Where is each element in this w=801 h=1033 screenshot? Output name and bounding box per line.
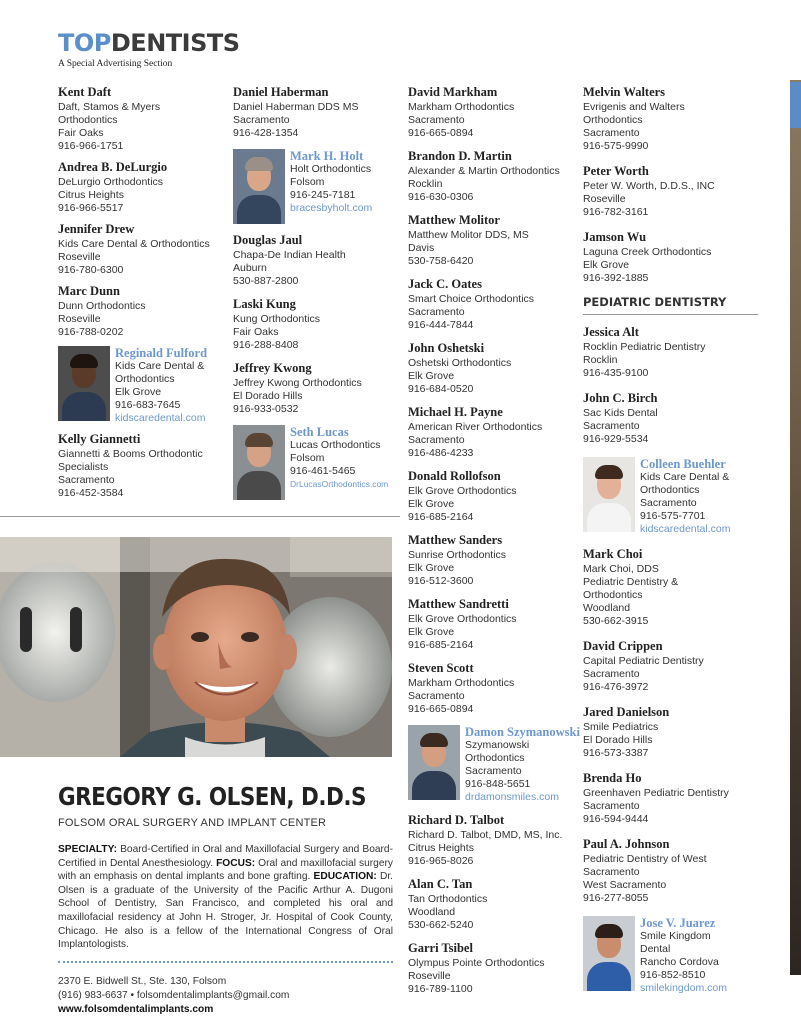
olsen-practice: FOLSOM ORAL SURGERY AND IMPLANT CENTER — [58, 817, 327, 829]
listing-entry — [58, 284, 228, 339]
portrait-hair — [245, 157, 273, 171]
listing-detail: Elk Grove — [408, 498, 455, 510]
listing-name: Douglas Jaul — [233, 233, 303, 247]
portrait-hair — [70, 354, 98, 368]
listing-detail: Rocklin — [583, 354, 618, 366]
listing-detail: Markham Orthodontics — [408, 101, 515, 113]
listing-detail: Roseville — [408, 970, 451, 982]
portrait-photo — [233, 149, 285, 224]
listing-detail: 916-684-0520 — [408, 383, 474, 395]
specialty-text: Board-Certified in Oral and Maxillofacial Surgery and Board-Certified in Dental Anesthesiology. — [58, 844, 393, 869]
divider-rule — [0, 516, 400, 517]
featured-detail: Folsom — [290, 452, 325, 464]
listing-detail: Elk Grove — [408, 562, 455, 574]
featured-detail: Elk Grove — [115, 386, 162, 398]
listing-entry — [583, 837, 758, 905]
listing-detail: Elk Grove Orthodontics — [408, 613, 517, 625]
listing-detail: 916-788-0202 — [58, 326, 124, 338]
portrait-photo — [583, 916, 635, 991]
listing-detail: 916-594-9444 — [583, 813, 649, 825]
featured-detail: 916-461-5465 — [290, 465, 356, 477]
listing-entry — [583, 639, 758, 694]
listing-detail: Davis — [408, 242, 435, 254]
listing-detail: Giannetti & Booms Orthodontic — [58, 448, 203, 460]
listing-detail: Pediatric Dentistry of West — [583, 853, 707, 865]
listing-detail: Evrigenis and Walters — [583, 101, 685, 113]
portrait-body — [412, 771, 456, 800]
listing-name: Mark Choi — [583, 547, 643, 561]
featured-listing — [408, 725, 580, 804]
portrait-photo — [233, 425, 285, 500]
listing-detail: 916-665-0894 — [408, 127, 474, 139]
listing-detail: Woodland — [583, 602, 631, 614]
listing-entry — [408, 877, 580, 932]
featured-detail: Orthodontics — [115, 373, 175, 385]
listing-detail: Laguna Creek Orthodontics — [583, 246, 712, 258]
portrait-hair — [420, 733, 448, 747]
listing-name: Matthew Sandretti — [408, 597, 509, 611]
listing-name: David Crippen — [583, 639, 663, 653]
listing-detail: 916-575-9990 — [583, 140, 649, 152]
listing-name: Jeffrey Kwong — [233, 361, 312, 375]
portrait-hair — [595, 465, 623, 479]
olsen-address: 2370 E. Bidwell St., Ste. 130, Folsom — [58, 975, 227, 987]
featured-detail: 916-852-8510 — [640, 969, 706, 981]
featured-info — [115, 346, 207, 425]
listing-name: Jack C. Oates — [408, 277, 482, 291]
listing-detail: Dunn Orthodontics — [58, 300, 146, 312]
listing-detail: 916-966-5517 — [58, 202, 124, 214]
listing-detail: Sacramento — [583, 668, 640, 680]
featured-name: Seth Lucas — [290, 425, 349, 439]
listing-detail: 916-288-8408 — [233, 339, 299, 351]
column-3 — [408, 85, 580, 1005]
listing-detail: Sacramento — [583, 800, 640, 812]
listing-entry — [408, 213, 580, 268]
listing-detail: 530-662-5240 — [408, 919, 474, 931]
featured-info — [290, 425, 388, 500]
listing-entry — [583, 547, 758, 628]
listing-detail: 916-933-0532 — [233, 403, 299, 415]
listing-name: Daniel Haberman — [233, 85, 329, 99]
listing-name: Alan C. Tan — [408, 877, 473, 891]
listing-detail: Rocklin Pediatric Dentistry — [583, 341, 706, 353]
listing-detail: 916-428-1354 — [233, 127, 299, 139]
page-header — [58, 30, 240, 69]
listing-detail: 916-435-9100 — [583, 367, 649, 379]
listing-detail: Sacramento — [408, 306, 465, 318]
portrait-hair — [595, 924, 623, 938]
listing-entry — [408, 277, 580, 332]
listing-detail: 916-685-2164 — [408, 639, 474, 651]
listing-name: Garri Tsibel — [408, 941, 473, 955]
focus-label: FOCUS: — [216, 857, 256, 869]
portrait-body — [587, 962, 631, 991]
listing-detail: 916-782-3161 — [583, 206, 649, 218]
listing-entry — [583, 230, 758, 285]
listing-detail: Roseville — [58, 313, 101, 325]
featured-listing — [233, 149, 403, 224]
listing-detail: Sacramento — [408, 434, 465, 446]
listing-name: Kelly Giannetti — [58, 432, 141, 446]
featured-website-link[interactable]: kidscaredental.com — [640, 523, 731, 535]
adjacent-page-edge — [790, 80, 801, 975]
listing-name: John Oshetski — [408, 341, 485, 355]
listing-detail: 916-966-1751 — [58, 140, 124, 152]
listing-detail: Sunrise Orthodontics — [408, 549, 507, 561]
listing-detail: Sacramento — [408, 690, 465, 702]
featured-info — [640, 916, 727, 995]
featured-name: Reginald Fulford — [115, 346, 208, 360]
listing-detail: Greenhaven Pediatric Dentistry — [583, 787, 729, 799]
listing-detail: Mark Choi, DDS — [583, 563, 659, 575]
listing-detail: 916-573-3387 — [583, 747, 649, 759]
listing-name: Laski Kung — [233, 297, 296, 311]
featured-detail: Lucas Orthodontics — [290, 439, 381, 451]
listing-detail: Elk Grove — [408, 626, 455, 638]
focus-text: Oral and maxillofacial surgery with an emphasis on dental implants and bone grafting. — [58, 857, 393, 883]
portrait-photo — [583, 457, 635, 532]
listing-detail: 916-965-8026 — [408, 855, 474, 867]
listing-detail: Sacramento — [58, 474, 115, 486]
listing-detail: Specialists — [58, 461, 109, 473]
featured-info — [640, 457, 730, 536]
adjacent-page-tab — [790, 82, 801, 128]
listing-name: Marc Dunn — [58, 284, 120, 298]
listing-detail: 916-929-5534 — [583, 433, 649, 445]
listing-name: Jared Danielson — [583, 705, 670, 719]
listing-detail: Richard D. Talbot, DMD, MS, Inc. — [408, 829, 563, 841]
listing-detail: Elk Grove — [583, 259, 630, 271]
section-heading-pediatric: PEDIATRIC DENTISTRY — [583, 296, 758, 315]
listing-entry — [58, 160, 228, 215]
listing-name: Melvin Walters — [583, 85, 666, 99]
listing-entry — [583, 325, 758, 380]
listing-name: Paul A. Johnson — [583, 837, 670, 851]
column-1 — [58, 85, 228, 507]
listing-entry — [408, 661, 580, 716]
listing-name: Jennifer Drew — [58, 222, 135, 236]
listing-detail: Fair Oaks — [58, 127, 104, 139]
listing-detail: Auburn — [233, 262, 267, 274]
listing-detail: Kids Care Dental & Orthodontics — [58, 238, 210, 250]
education-label: EDUCATION: — [313, 871, 377, 883]
listing-detail: Markham Orthodontics — [408, 677, 515, 689]
listing-detail: Kung Orthodontics — [233, 313, 320, 325]
listing-detail: West Sacramento — [583, 879, 667, 891]
listing-detail: Tan Orthodontics — [408, 893, 488, 905]
listing-entry — [583, 85, 758, 153]
listing-name: John C. Birch — [583, 391, 658, 405]
featured-info — [465, 725, 580, 804]
listing-name: Steven Scott — [408, 661, 474, 675]
listing-detail: 916-665-0894 — [408, 703, 474, 715]
featured-detail: Rancho Cordova — [640, 956, 719, 968]
listing-name: Jamson Wu — [583, 230, 647, 244]
listing-detail: 916-630-0306 — [408, 191, 474, 203]
listing-entry — [233, 297, 403, 352]
listing-detail: 530-662-3915 — [583, 615, 649, 627]
olsen-name: GREGORY G. OLSEN, D.D.S — [58, 782, 366, 811]
listing-detail: 916-444-7844 — [408, 319, 474, 331]
listing-detail: Capital Pediatric Dentistry — [583, 655, 704, 667]
listing-detail: Daft, Stamos & Myers — [58, 101, 161, 113]
listing-detail: Orthodontics — [58, 114, 118, 126]
listing-detail: Peter W. Worth, D.D.S., INC — [583, 180, 715, 192]
olsen-website[interactable]: www.folsomdentalimplants.com — [58, 1003, 214, 1015]
listing-detail: Alexander & Martin Orthodontics — [408, 165, 560, 177]
featured-website-link[interactable]: DrLucasOrthodontics.com — [290, 479, 389, 489]
listing-detail: Elk Grove — [408, 370, 455, 382]
listing-detail: 916-392-1885 — [583, 272, 649, 284]
listing-entry — [58, 222, 228, 277]
brand-dentists: DENTISTS — [110, 29, 240, 57]
listing-name: Brandon D. Martin — [408, 149, 512, 163]
listing-detail: 916-512-3600 — [408, 575, 474, 587]
listing-entry — [408, 149, 580, 204]
listing-detail: 916-685-2164 — [408, 511, 474, 523]
listing-detail: Orthodontics — [583, 114, 643, 126]
listing-detail: Sacramento — [583, 420, 640, 432]
column-2 — [233, 85, 403, 509]
listing-detail: Roseville — [58, 251, 101, 263]
featured-detail: Szymanowski — [465, 739, 530, 751]
featured-info — [290, 149, 372, 224]
featured-detail: Sacramento — [465, 765, 522, 777]
listing-detail: DeLurgio Orthodontics — [58, 176, 164, 188]
listing-entry — [583, 705, 758, 760]
listing-detail: Pediatric Dentistry & — [583, 576, 679, 588]
dotted-divider — [58, 961, 393, 963]
featured-listing — [58, 346, 228, 425]
listing-entry — [408, 405, 580, 460]
portrait-body — [237, 471, 281, 500]
listing-name: Michael H. Payne — [408, 405, 503, 419]
listing-detail: 916-780-6300 — [58, 264, 124, 276]
listing-entry — [233, 361, 403, 416]
listing-name: Peter Worth — [583, 164, 649, 178]
listing-detail: Sac Kids Dental — [583, 407, 658, 419]
portrait-photo — [58, 346, 110, 421]
olsen-contact — [58, 975, 393, 1017]
brand-top: TOP — [58, 29, 111, 57]
listing-detail: 916-789-1100 — [408, 983, 473, 995]
listing-entry — [233, 85, 403, 140]
listing-entry — [408, 85, 580, 140]
listing-detail: 916-452-3584 — [58, 487, 124, 499]
listing-detail: Elk Grove Orthodontics — [408, 485, 517, 497]
listing-entry — [408, 597, 580, 652]
listing-entry — [408, 533, 580, 588]
featured-name: Colleen Buehler — [640, 457, 726, 471]
listing-detail: Fair Oaks — [233, 326, 279, 338]
listing-detail: Woodland — [408, 906, 456, 918]
listing-detail: Jeffrey Kwong Orthodontics — [233, 377, 362, 389]
listing-detail: Oshetski Orthodontics — [408, 357, 512, 369]
listing-name: Matthew Molitor — [408, 213, 500, 227]
listing-name: Kent Daft — [58, 85, 112, 99]
listing-detail: Rocklin — [408, 178, 443, 190]
featured-listing — [583, 916, 758, 995]
listing-name: Richard D. Talbot — [408, 813, 505, 827]
listing-detail: Sacramento — [583, 127, 640, 139]
portrait-body — [587, 503, 631, 532]
portrait-body — [62, 392, 106, 421]
featured-name: Mark H. Holt — [290, 149, 364, 163]
featured-website-link[interactable]: drdamonsmiles.com — [465, 791, 559, 803]
listing-entry — [583, 391, 758, 446]
featured-name: Damon Szymanowski — [465, 725, 580, 739]
listing-entry — [58, 85, 228, 153]
featured-website-link[interactable]: kidscaredental.com — [115, 412, 206, 424]
featured-detail: Smile Kingdom — [640, 930, 711, 942]
portrait-photo — [408, 725, 460, 800]
featured-listing — [233, 425, 403, 500]
listing-detail: Roseville — [583, 193, 626, 205]
listing-name: Matthew Sanders — [408, 533, 503, 547]
olsen-photo-illustration — [0, 537, 392, 757]
listing-detail: Olympus Pointe Orthodontics — [408, 957, 545, 969]
listing-detail: 916-486-4233 — [408, 447, 474, 459]
listing-name: David Markham — [408, 85, 498, 99]
featured-detail: 916-575-7701 — [640, 510, 706, 522]
listing-detail: 916-476-3972 — [583, 681, 649, 693]
listing-detail: Citrus Heights — [58, 189, 124, 201]
listing-detail: Orthodontics — [583, 589, 643, 601]
listing-entry — [408, 941, 580, 996]
featured-detail: Dental — [640, 943, 671, 955]
featured-detail: Orthodontics — [465, 752, 525, 764]
listing-entry — [408, 341, 580, 396]
listing-detail: Matthew Molitor DDS, MS — [408, 229, 529, 241]
listing-detail: El Dorado Hills — [583, 734, 653, 746]
listing-detail: Sacramento — [408, 114, 465, 126]
listing-detail: 530-758-6420 — [408, 255, 474, 267]
listing-detail: Smart Choice Orthodontics — [408, 293, 535, 305]
column-4 — [583, 85, 758, 1006]
featured-detail: Kids Care Dental & — [640, 471, 730, 483]
olsen-phone-email: (916) 983-6637 • folsomdentalimplants@gmail.com — [58, 989, 290, 1001]
portrait-body — [237, 195, 281, 224]
listing-entry — [408, 813, 580, 868]
portrait-hair — [245, 433, 273, 447]
listing-name: Andrea B. DeLurgio — [58, 160, 168, 174]
featured-website-link[interactable]: bracesbyholt.com — [290, 202, 373, 214]
section-subtitle: A Special Advertising Section — [58, 59, 173, 69]
featured-detail: Kids Care Dental & — [115, 360, 205, 372]
listing-detail: Daniel Haberman DDS MS — [233, 101, 359, 113]
featured-website-link[interactable]: smilekingdom.com — [640, 982, 727, 994]
featured-name: Jose V. Juarez — [640, 916, 716, 930]
featured-profile-olsen — [58, 783, 393, 1017]
listing-detail: 530-887-2800 — [233, 275, 299, 287]
olsen-photo — [0, 537, 392, 757]
featured-detail: Holt Orthodontics — [290, 163, 372, 175]
listing-detail: American River Orthodontics — [408, 421, 543, 433]
listing-name: Brenda Ho — [583, 771, 642, 785]
brand-title — [58, 30, 240, 56]
listing-entry — [58, 432, 228, 500]
listing-entry — [583, 771, 758, 826]
listing-detail: Sacramento — [233, 114, 290, 126]
featured-listing — [583, 457, 758, 536]
specialty-label: SPECIALTY: — [58, 844, 118, 855]
listing-detail: 916-277-8055 — [583, 892, 649, 904]
education-text: Dr. Olsen is a graduate of the University of the Pacific Arthur A. Dugoni School of Dentistry, San Francisco, and completed his oral and maxillofacial residency at John H. Stroger, Jr. Hospital of Cook County, Chicago. He also is a fellow of the International Congress of Oral Implantologists. — [58, 871, 393, 951]
listing-detail: Sacramento — [583, 866, 640, 878]
listing-name: Donald Rollofson — [408, 469, 501, 483]
featured-detail: 916-683-7645 — [115, 399, 181, 411]
featured-detail: Sacramento — [640, 497, 697, 509]
featured-detail: 916-245-7181 — [290, 189, 356, 201]
featured-detail: 916-848-5651 — [465, 778, 531, 790]
listing-entry — [583, 164, 758, 219]
featured-detail: Orthodontics — [640, 484, 700, 496]
listing-entry — [233, 233, 403, 288]
listing-detail: Chapa-De Indian Health — [233, 249, 346, 261]
listing-detail: Citrus Heights — [408, 842, 474, 854]
olsen-description — [58, 843, 393, 952]
featured-detail: Folsom — [290, 176, 325, 188]
listing-name: Jessica Alt — [583, 325, 639, 339]
listing-detail: El Dorado Hills — [233, 390, 303, 402]
listing-entry — [408, 469, 580, 524]
listing-detail: Smile Pediatrics — [583, 721, 659, 733]
